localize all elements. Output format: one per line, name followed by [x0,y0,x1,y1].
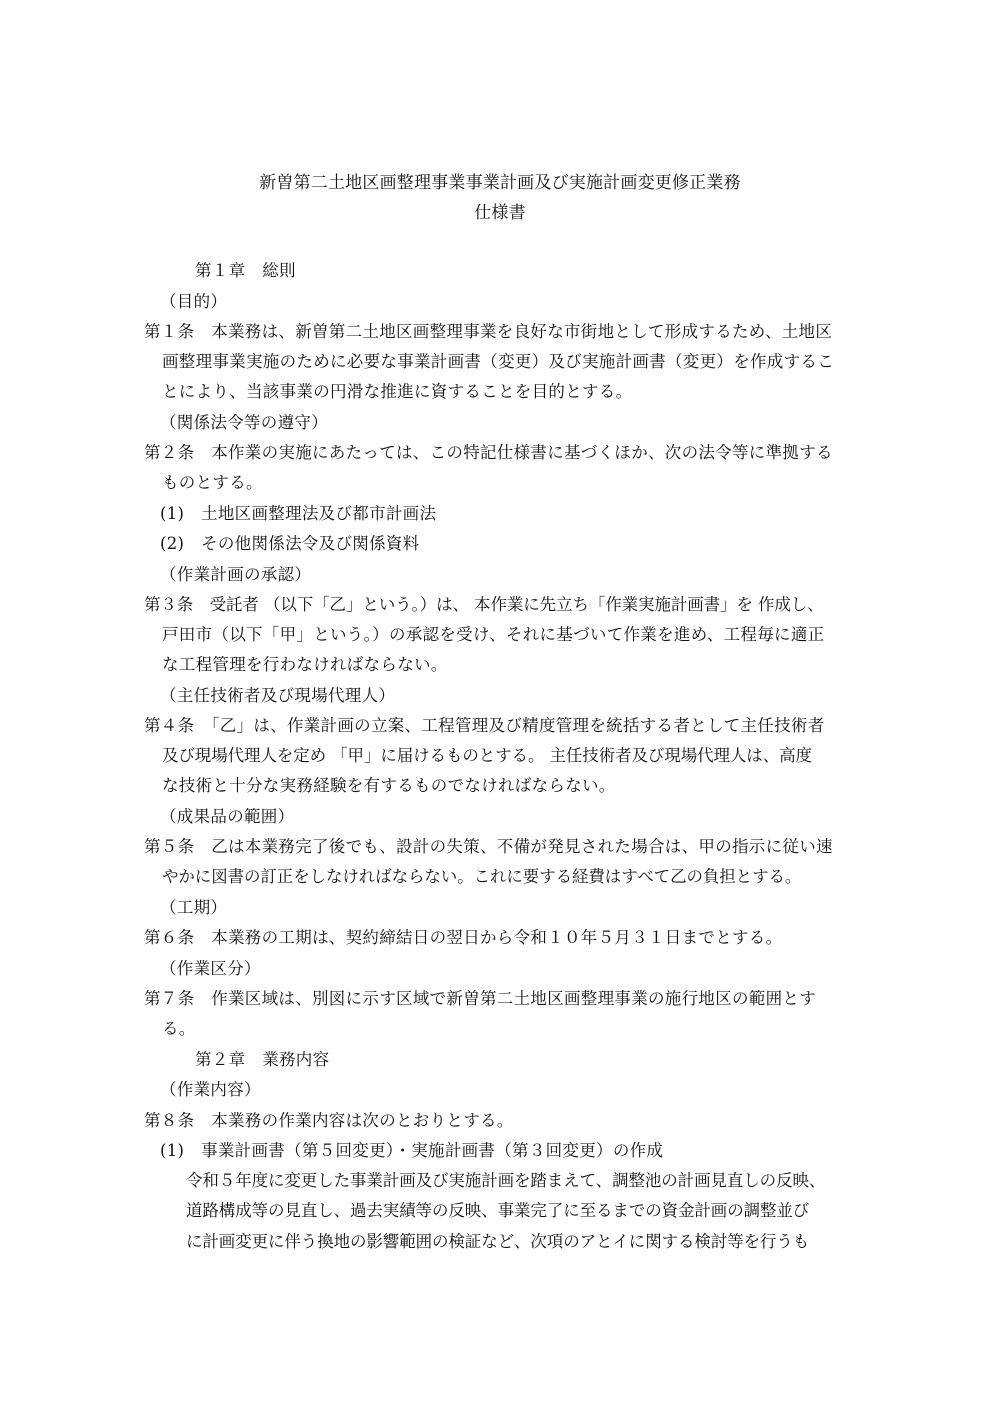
article-line: 第４条 「乙」は、作業計画の立案、工程管理及び精度管理を統括する者として主任技術者 [144,716,825,735]
article-line: ものとする。 [162,473,263,492]
article-line: な技術と十分な実務経験を有するものでなければならない。 [162,776,616,795]
article-line: 戸田市（以下「甲」という。）の承認を受け、それに基づいて作業を進め、工程毎に適正 [162,625,825,644]
document-subtitle: 仕様書 [474,203,526,223]
list-item: (1) 土地区画整理法及び都市計画法 [160,504,437,523]
paragraph-line: 令和５年度に変更した事業計画及び実施計画を踏まえて、調整池の計画見直しの反映、 [186,1171,826,1190]
section-caption: （作業計画の承認） [160,565,312,584]
article-line: 及び現場代理人を定め 「甲」に届けるものとする。 主任技術者及び現場代理人は、高度 [162,746,812,765]
article-line: 第８条 本業務の作業内容は次のとおりとする。 [144,1111,514,1130]
article-line: 第２条 本作業の実施にあたっては、この特記仕様書に基づくほか、次の法令等に準拠する [144,443,833,462]
paragraph-line: 道路構成等の見直し、過去実績等の反映、事業完了に至るまでの資金計画の調整並び [186,1201,810,1220]
article-line: な工程管理を行わなければならない。 [162,655,448,674]
section-caption: （主任技術者及び現場代理人） [160,686,396,705]
article-line: 第７条 作業区域は、別図に示す区域で新曽第二土地区画整理事業の施行地区の範囲とす [144,989,816,1008]
section-caption: （関係法令等の遵守） [160,413,328,432]
list-item: (2) その他関係法令及び関係資料 [160,534,420,553]
article-line: 画整理事業実施のために必要な事業計画書（変更）及び実施計画書（変更）を作成するこ [162,352,834,371]
list-item: (1) 事業計画書（第５回変更）・実施計画書（第３回変更）の作成 [160,1141,664,1160]
document-title: 新曽第二土地区画整理事業事業計画及び実施計画変更修正業務 [259,173,741,193]
article-line: 第５条 乙は本業務完了後でも、設計の失策、不備が発見された場合は、甲の指示に従い速 [144,837,833,856]
article-line: 第６条 本業務の工期は、契約締結日の翌日から令和１０年５月３１日までとする。 [144,928,783,947]
section-caption: （作業区分） [160,959,261,978]
section-caption: （成果品の範囲） [160,807,295,826]
chapter-heading: 第２章 業務内容 [195,1050,330,1069]
section-caption: （作業内容） [160,1080,261,1099]
article-line: 第１条 本業務は、新曽第二土地区画整理事業を良好な市街地として形成するため、土地区 [144,322,833,341]
article-line: とにより、当該事業の円滑な推進に資することを目的とする。 [162,382,633,401]
section-caption: （工期） [160,898,228,917]
chapter-heading: 第１章 総則 [195,261,296,280]
article-line: 第３条 受託者 （以下「乙」という。）は、 本作業に先立ち「作業実施計画書」を 作成し、 [144,595,824,614]
section-caption: （目的） [160,292,228,311]
article-line: やかに図書の訂正をしなければならない。これに要する経費はすべて乙の負担とする。 [162,867,802,886]
article-line: る。 [162,1019,196,1038]
paragraph-line: に計画変更に伴う換地の影響範囲の検証など、次項のアとイに関する検討等を行うも [186,1232,810,1251]
